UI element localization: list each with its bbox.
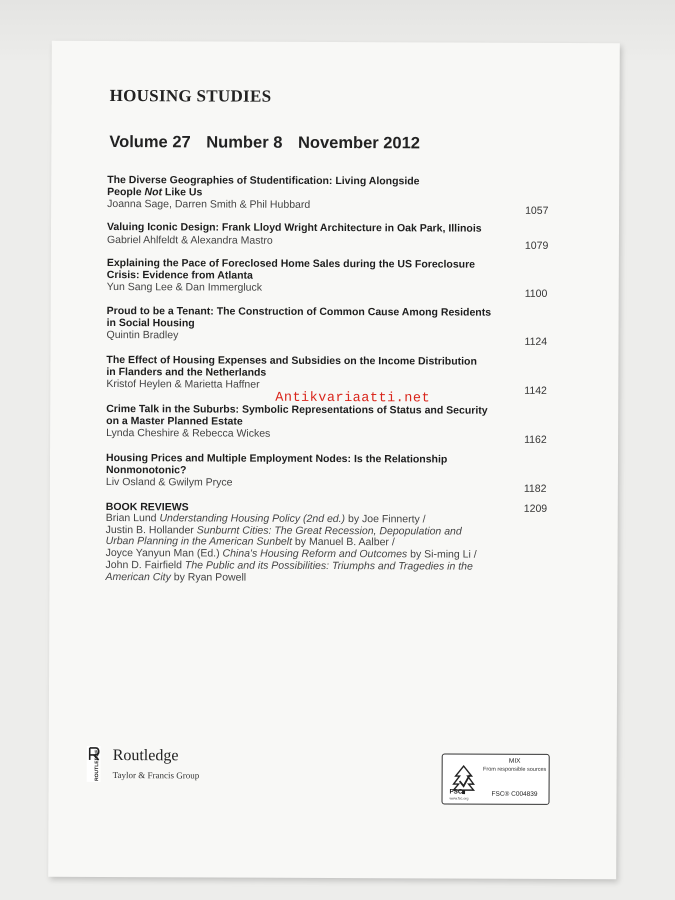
- book-title: Understanding Housing Policy (2nd ed.): [159, 512, 346, 526]
- review-text: by Si-ming Li /: [407, 548, 477, 561]
- article-page: 1057: [525, 204, 549, 217]
- article-page: 1182: [523, 482, 547, 495]
- book-review-line: [105, 572, 575, 586]
- review-text: by Manuel B. Aalber /: [292, 536, 395, 549]
- article-authors: Lynda Cheshire & Rebecca Wickes: [106, 427, 271, 440]
- journal-title: HOUSING STUDIES: [109, 86, 272, 106]
- fsc-url: www.fsc.org: [449, 796, 469, 801]
- article-page: 1124: [524, 335, 548, 348]
- article-authors: Gabriel Ahlfeldt & Alexandra Mastro: [106, 233, 273, 247]
- routledge-logo-icon: [87, 746, 101, 782]
- review-text: by Joe Finnerty /: [345, 513, 426, 526]
- article-title: Explaining the Pace of Foreclosed Home Sales during the US Foreclosure Crisis: Evidence from Atlanta: [106, 257, 476, 282]
- fsc-certification-badge: [441, 753, 549, 804]
- article-page: 1079: [524, 239, 549, 252]
- article-authors: Quintin Bradley: [106, 329, 179, 342]
- fsc-code: FSC® C004839: [491, 790, 538, 798]
- article-title: The Effect of Housing Expenses and Subsidies on the Income Distribution in Flanders and the Netherlands: [106, 354, 477, 379]
- toc-entry: [106, 305, 577, 348]
- review-text: John D. Fairfield: [105, 558, 185, 572]
- article-page: 1162: [524, 433, 547, 446]
- fsc-sources: From responsible sources: [482, 766, 547, 773]
- book-title: The Public and its Possibilities: Triumphs and Tragedies in the: [184, 559, 473, 573]
- book-reviews: [105, 501, 575, 585]
- article-authors: Joanna Sage, Darren Smith & Phil Hubbard: [107, 198, 311, 211]
- issue-date: November 2012: [297, 133, 421, 153]
- article-authors: Yun Sang Lee & Dan Immergluck: [106, 281, 263, 294]
- toc-entry: [105, 452, 576, 495]
- issue-number: Number 8: [206, 133, 283, 152]
- book-reviews-list: [105, 513, 575, 585]
- toc-entry: [106, 221, 577, 252]
- fsc-mix: MIX: [508, 757, 521, 765]
- book-title: Urban Planning in the American Sunbelt: [105, 535, 293, 549]
- article-page: 1142: [524, 384, 547, 397]
- publisher-group: Taylor & Francis Group: [112, 770, 200, 781]
- journal-back-cover: [48, 41, 620, 879]
- review-text: Joyce Yanyun Man (Ed.): [105, 547, 223, 560]
- review-text: Brian Lund: [105, 512, 160, 525]
- book-reviews-heading: BOOK REVIEWS: [105, 501, 189, 514]
- article-authors: Kristof Heylen & Marietta Haffner: [106, 378, 260, 391]
- toc-entry: [106, 403, 576, 446]
- toc-entry: [106, 354, 576, 397]
- issue-volume: Volume 27: [109, 133, 191, 152]
- review-text: Justin B. Hollander: [105, 523, 197, 537]
- issue-info: [109, 133, 431, 153]
- logo-vertical-text: ROUTLEDGE: [94, 749, 101, 781]
- publisher-block: [87, 746, 267, 791]
- title-italic: Not: [144, 185, 163, 198]
- title-part: Like Us: [162, 185, 203, 198]
- review-text: by Ryan Powell: [170, 570, 247, 584]
- article-page: 1100: [524, 287, 548, 300]
- fsc-label: FSC: [449, 788, 463, 796]
- book-title: Sunburnt Cities: The Great Recession, Depopulation and: [196, 524, 462, 538]
- article-title: Proud to be a Tenant: The Construction of Common Cause Among Residents in Social Housing: [106, 305, 492, 329]
- book-reviews-page: 1209: [523, 502, 548, 515]
- article-title: Valuing Iconic Design: Frank Lloyd Wright Architecture in Oak Park, Illinois: [106, 221, 482, 235]
- article-title: Crime Talk in the Suburbs: Symbolic Representations of Status and Security on a Master Planned Estate: [106, 403, 488, 428]
- toc-entry: [106, 257, 577, 300]
- article-title: Housing Prices and Multiple Employment Nodes: Is the Relationship Nonmonotonic?: [105, 452, 448, 476]
- toc-entry: [107, 174, 577, 217]
- book-title: American City: [105, 570, 171, 583]
- book-title: China's Housing Reform and Outcomes: [222, 547, 408, 561]
- publisher-name: Routledge: [112, 747, 179, 765]
- article-title: The Diverse Geographies of Studentification: Living Alongside People Not Like Us: [107, 174, 420, 198]
- watermark: Antikvariaatti.net: [275, 390, 431, 407]
- title-part: People: [107, 185, 145, 198]
- article-authors: Liv Osland & Gwilym Pryce: [105, 476, 233, 489]
